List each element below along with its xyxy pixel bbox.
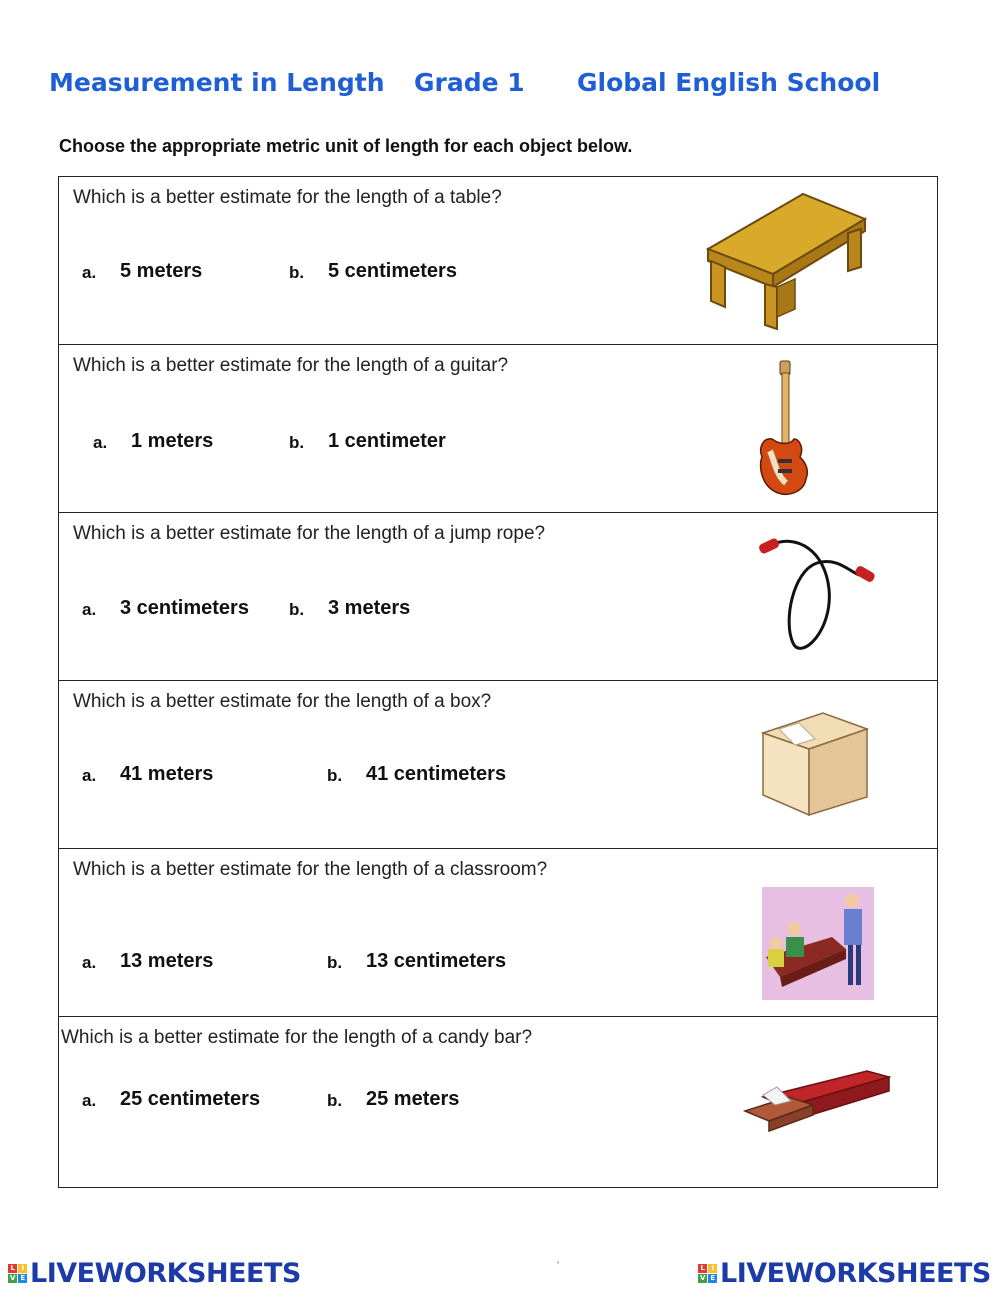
option-a-label: a. [82, 766, 97, 785]
table-icon [703, 189, 868, 331]
option-a[interactable]: 25 centimeters [120, 1088, 261, 1110]
logo-icon: L I V E [698, 1264, 717, 1283]
option-a[interactable]: 1 meters [131, 430, 214, 452]
candy-bar-icon [743, 1067, 893, 1137]
instructions: Choose the appropriate metric unit of length for each object below. [59, 136, 633, 156]
option-b[interactable]: 3 meters [328, 597, 411, 619]
option-a[interactable]: 3 centimeters [120, 597, 249, 619]
page-mark: ‘ [557, 1260, 560, 1271]
question-row [59, 1017, 937, 1187]
classroom-icon [762, 887, 874, 1000]
option-a-label: a. [82, 1091, 97, 1110]
question-text: Which is a better estimate for the length of a table? [73, 187, 502, 208]
school-text: Global English School [577, 68, 881, 97]
option-b-label: b. [327, 953, 343, 972]
question-row [59, 681, 937, 849]
brand-name: LIVEWORKSHEETS [30, 1258, 301, 1289]
option-b[interactable]: 41 centimeters [366, 763, 507, 785]
question-text: Which is a better estimate for the length of a classroom? [73, 859, 548, 880]
grade-text: Grade 1 [414, 68, 525, 97]
option-a[interactable]: 5 meters [120, 260, 203, 282]
option-b[interactable]: 13 centimeters [366, 950, 507, 972]
question-text: Which is a better estimate for the length of a guitar? [73, 355, 509, 376]
question-text: Which is a better estimate for the length of a candy bar? [61, 1027, 533, 1048]
option-a[interactable]: 13 meters [120, 950, 214, 972]
option-b-label: b. [289, 600, 305, 619]
brand-name: LIVEWORKSHEETS [720, 1258, 991, 1289]
option-b[interactable]: 25 meters [366, 1088, 460, 1110]
option-b[interactable]: 1 centimeter [328, 430, 446, 452]
questions-table [58, 176, 938, 1188]
question-row [59, 345, 937, 513]
option-a-label: a. [82, 600, 97, 619]
question-row [59, 513, 937, 681]
option-b-label: b. [327, 1091, 343, 1110]
logo-icon: L I V E [8, 1264, 27, 1283]
question-row [59, 177, 937, 345]
option-a-label: a. [82, 953, 97, 972]
box-icon [759, 709, 871, 819]
option-b-label: b. [327, 766, 343, 785]
option-a-label: a. [93, 433, 108, 452]
option-b[interactable]: 5 centimeters [328, 260, 457, 282]
jump-rope-icon [757, 531, 881, 661]
option-a[interactable]: 41 meters [120, 763, 214, 785]
option-a-label: a. [82, 263, 97, 282]
question-text: Which is a better estimate for the length of a box? [73, 691, 492, 712]
guitar-icon [756, 359, 814, 499]
question-text: Which is a better estimate for the length of a jump rope? [73, 523, 546, 544]
title-text: Measurement in Length [49, 68, 385, 97]
footer-logo-right [698, 1258, 991, 1289]
option-b-label: b. [289, 263, 305, 282]
option-b-label: b. [289, 433, 305, 452]
question-row [59, 849, 937, 1017]
footer-logo-left [8, 1258, 301, 1289]
